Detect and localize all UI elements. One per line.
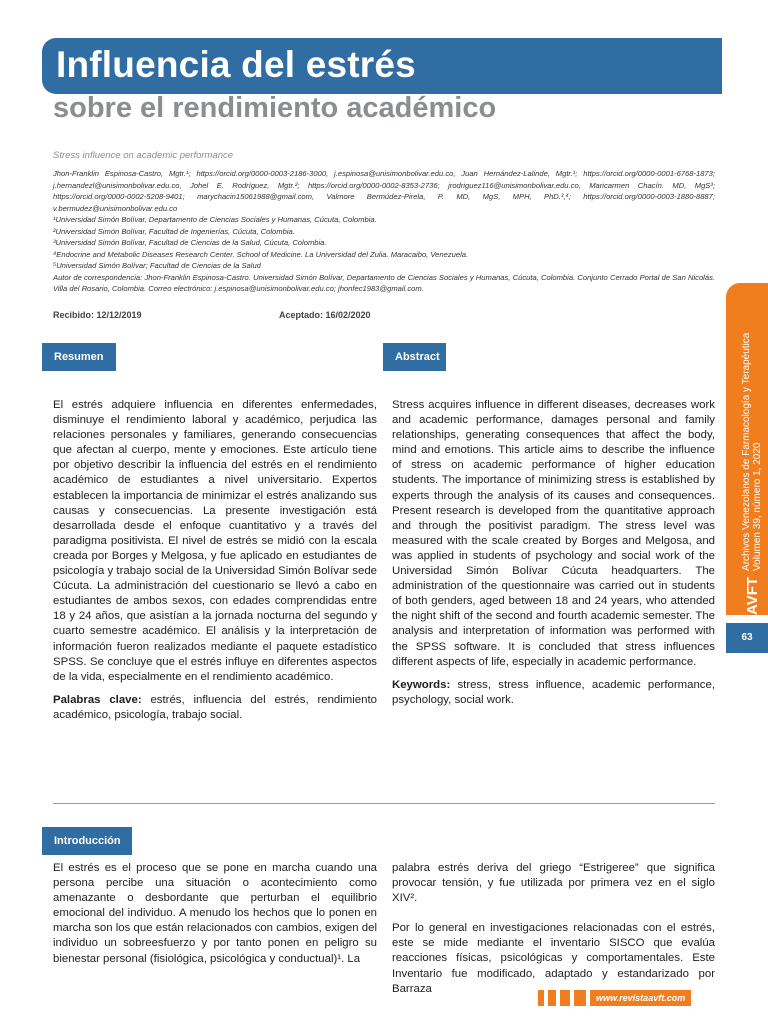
side-tab-text	[731, 283, 768, 615]
resumen-heading: Resumen	[42, 343, 116, 371]
page-number: 63	[726, 623, 768, 653]
affiliation: ⁴Endocrine and Metabolic Diseases Research Center. School of Medicine. La Universidad del Zulia. Maracaibo, Venezuela.	[53, 249, 469, 259]
journal-info	[741, 333, 763, 571]
resumen-column	[53, 398, 377, 723]
article-title: Influencia del estrés	[56, 44, 416, 85]
footer-bar	[538, 990, 691, 1006]
author-list: Jhon-Franklin Espinosa-Castro, Mgtr.¹; https://orcid.org/0000-0003-2186-3000, j.espinosa@unisimonbolivar.edu.co, Juan Hernández-Lalinde, Mgtr.¹; https://orcid.org/0000-0001-6768-1873; j.hernandezl@unisimonbolivar.edu.co, Johel E. Rodríguez, Mgtr.²; https://orcid.org/0000-0002-8353-2736; jrodriguez116@unisimonbolivar.edu.co, Maricarmen Chacín. MD, MgS³; https://orcid.org/0000-0002-5208-9401; marychacin15061988@gmail.com, Valmore Bermúdez-Pirela, P. MD, MgS, MPH, PhD.³,⁴; https://orcid.org/0000-0003-1880-8887; v.bermudez@unisimonbolivar.edu.co	[53, 169, 715, 213]
affiliation: ³Universidad Simón Bolívar, Facultad de Ciencias de la Salud, Cúcuta, Colombia.	[53, 238, 327, 247]
journal-side-tab	[726, 283, 768, 615]
affiliation: ⁵Universidad Simón Bolívar; Facultad de Ciencias de la Salud	[53, 261, 261, 270]
accepted-date: Aceptado: 16/02/2020	[279, 310, 371, 320]
english-title: Stress influence on academic performance	[53, 150, 234, 161]
journal-brand: AVFT	[743, 576, 761, 615]
footer-segment	[548, 990, 556, 1006]
intro-right-p2: Por lo general en investigaciones relacionadas con el estrés, este se mide mediante el inventario SISCO que evalúa reacciones físicas, psicológicas y comportamentales. Este Inventario fue modificado, adaptado y estandarizado por Barraza	[392, 922, 715, 995]
intro-left-column	[53, 861, 377, 967]
correspondence: Autor de correspondencia: Jhon-Franklin Espinosa-Castro. Universidad Simón Bolívar, Departamento de Ciencias Sociales y Humanas, Cúcuta, Colombia. Conjunto Cerrado Portal de San Nicolás. Villa del Rosario, Colombia. Correo electrónico: j.espinosa@unisimonbolivar.edu.co; jhonfec1983@gmail.com.	[53, 272, 715, 293]
keywords-label: Keywords:	[392, 678, 451, 691]
keywords-label: Palabras clave:	[53, 693, 142, 706]
article-subtitle: sobre el rendimiento académico	[53, 92, 497, 124]
footer-segment	[560, 990, 570, 1006]
footer-segment	[538, 990, 544, 1006]
introduccion-heading: Introducción	[42, 827, 132, 855]
resumen-keywords	[53, 693, 377, 723]
abstract-keywords	[392, 678, 715, 708]
journal-volume: Volumen 39, número 1, 2020	[752, 442, 763, 571]
received-date: Recibido: 12/12/2019	[53, 310, 142, 320]
intro-right-column	[392, 861, 715, 997]
keywords-text: estrés, influencia del estrés, rendimiento académico, psicología, trabajo social.	[53, 693, 377, 721]
affiliation: ¹Universidad Simón Bolívar, Departamento de Ciencias Sociales y Humanas, Cúcuta, Colombia.	[53, 215, 377, 224]
authors-block	[53, 168, 715, 295]
title-banner	[42, 38, 722, 94]
abstract-heading: Abstract	[383, 343, 446, 371]
abstract-column	[392, 398, 715, 708]
keywords-text: stress, stress influence, academic performance, psychology, social work.	[392, 678, 715, 706]
intro-right-p1: palabra estrés deriva del griego “Estrigeree” que significa provocar tensión, y fue utilizada por primera vez en el siglo XIV².	[392, 862, 715, 905]
section-divider	[53, 803, 715, 804]
affiliation: ²Universidad Simón Bolívar, Facultad de Ingenierías, Cúcuta, Colombia.	[53, 226, 295, 236]
intro-left-text: El estrés es el proceso que se pone en marcha cuando una persona percibe una situación o acontecimiento como amenazante o desbordante que perturban el equilibrio emocional del individuo. A menudo los hechos que lo ponen en marcha son los que están relacionados con cambios, exigen del individuo un sobreesfuerzo y por tanto ponen en peligro su bienestar personal (fisiológica, psicológica y conductual)¹. La	[53, 862, 377, 965]
footer-segment	[574, 990, 586, 1006]
abstract-text: Stress acquires influence in different diseases, decreases work and academic performance, damages personal and family relationships, generating consequences that affect the body, mind and emotions. This article aims to describe the influence of stress on academic performance of higher education students. The importance of minimizing stress is established by experts through the analysis of its causes and consequences. Present research is developed from the quantitative approach and through the positivist paradigm. The stress level was measured with the scale created by Borges and Melgosa, and was applied in students of psychology and social work of the Universidad Simón Bolívar Cúcuta headquarters. The administration of the questionnaire was carried out in students of both genders, aged between 18 and 24 years, who attended the night shift of the second and fourth academic semester. The analysis and interpretation of information was performed with the SPSS software. It is concluded that stress influences different aspects of life, especially in academic performance.	[392, 399, 715, 668]
footer-url[interactable]: www.revistaavft.com	[590, 990, 691, 1006]
journal-name: Archivos Venezolanos de Farmacología y Terapéutica	[741, 332, 752, 571]
resumen-text: El estrés adquiere influencia en diferentes enfermedades, disminuye el rendimiento laboral y académico, perjudica las relaciones personales y familiares, generando consecuencias que afectan al cuerpo, mente y emociones. Este artículo tiene por objetivo describir la influencia del estrés en el rendimiento académico de estudiantes a nivel universitario. Expertos establecen la importancia de minimizar el estrés analizando sus causas y consecuencias. La presente investigación está desarrollada desde el enfoque cuantitativo y a través del paradigma positivista. El nivel de estrés se midió con la escala creada por Borges y Melgosa, y fue aplicado en estudiantes de psicología y trabajo social de la Universidad Simón Bolívar sede Cúcuta. La administración del cuestionario se llevó a cabo en estudiantes de ambos sexos, con edades comprendidas entre 18 y 24 años, que asistían a la jornada nocturna del segundo y cuarto semestre académico. El análisis y la interpretación de información fueron realizados mediante el paquete estadístico SPSS. Se concluye que el estrés influye en diferentes aspectos de la vida, especialmente en el rendimiento académico.	[53, 399, 377, 683]
